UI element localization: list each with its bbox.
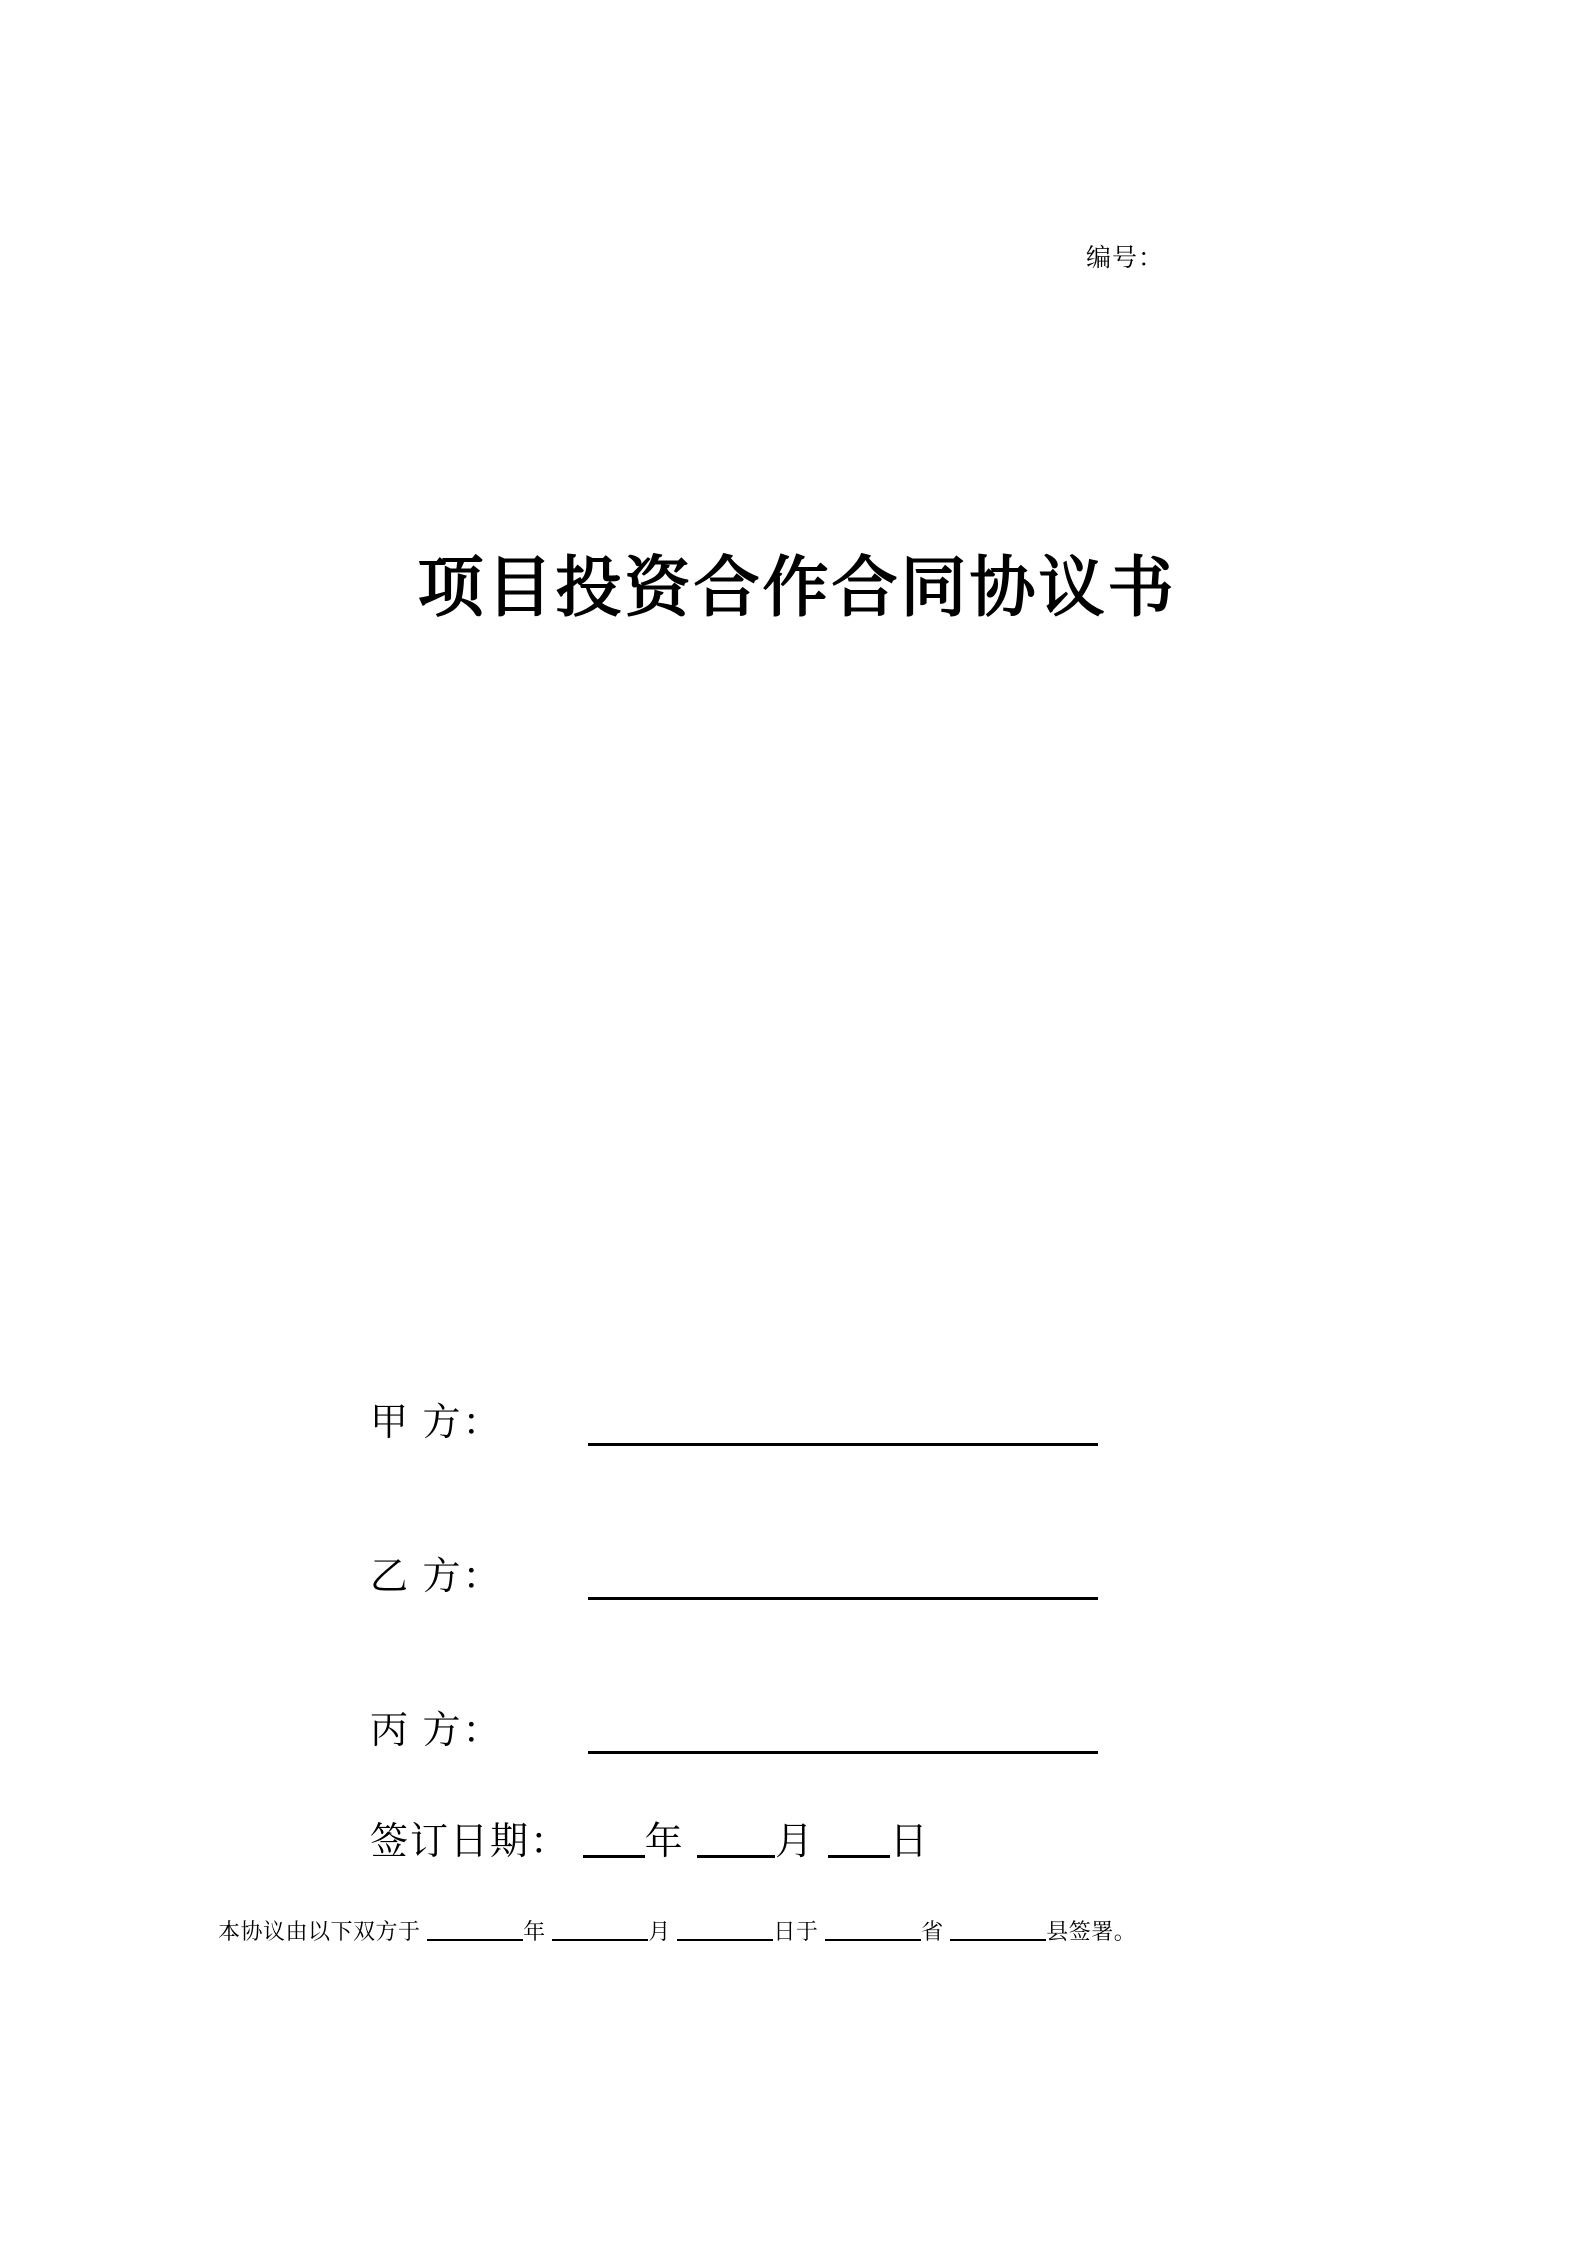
footer-year-unit: 年	[523, 1919, 546, 1944]
party-c-label: 丙 方：	[370, 1710, 503, 1752]
party-c-input[interactable]	[588, 1711, 1098, 1754]
party-row	[370, 1698, 1270, 1754]
party-a-input[interactable]	[588, 1403, 1098, 1446]
footer-statement	[218, 1915, 1136, 1946]
party-row	[370, 1544, 1270, 1600]
footer-province-unit: 省	[921, 1919, 944, 1944]
sign-date-month-input[interactable]	[697, 1823, 775, 1858]
document-number	[0, 238, 1594, 274]
sign-date-day-unit: 日	[889, 1821, 930, 1863]
party-row	[370, 1390, 1270, 1446]
page-title: 项目投资合作合同协议书	[417, 550, 1177, 625]
sign-date-row	[370, 1810, 930, 1865]
footer-county-unit: 县签署。	[1046, 1919, 1137, 1944]
sign-date-year-unit: 年	[644, 1821, 685, 1863]
party-b-label: 乙 方：	[370, 1556, 503, 1598]
document-number-label: 编号：	[1085, 244, 1164, 272]
footer-county-input[interactable]	[950, 1919, 1046, 1941]
sign-date-year-input[interactable]	[583, 1823, 645, 1858]
sign-date-label: 签订日期：	[370, 1821, 571, 1863]
footer-month-input[interactable]	[552, 1919, 648, 1941]
footer-prefix: 本协议由以下双方于	[218, 1919, 421, 1944]
footer-month-unit: 月	[648, 1919, 671, 1944]
party-a-label: 甲 方：	[370, 1402, 503, 1444]
parties-block	[370, 1390, 1270, 1852]
footer-day-input[interactable]	[677, 1919, 773, 1941]
footer-province-input[interactable]	[825, 1919, 921, 1941]
sign-date-day-input[interactable]	[828, 1823, 890, 1858]
sign-date-month-unit: 月	[775, 1821, 816, 1863]
footer-year-input[interactable]	[427, 1919, 523, 1941]
party-b-input[interactable]	[588, 1557, 1098, 1600]
footer-day-unit: 日于	[773, 1919, 819, 1944]
